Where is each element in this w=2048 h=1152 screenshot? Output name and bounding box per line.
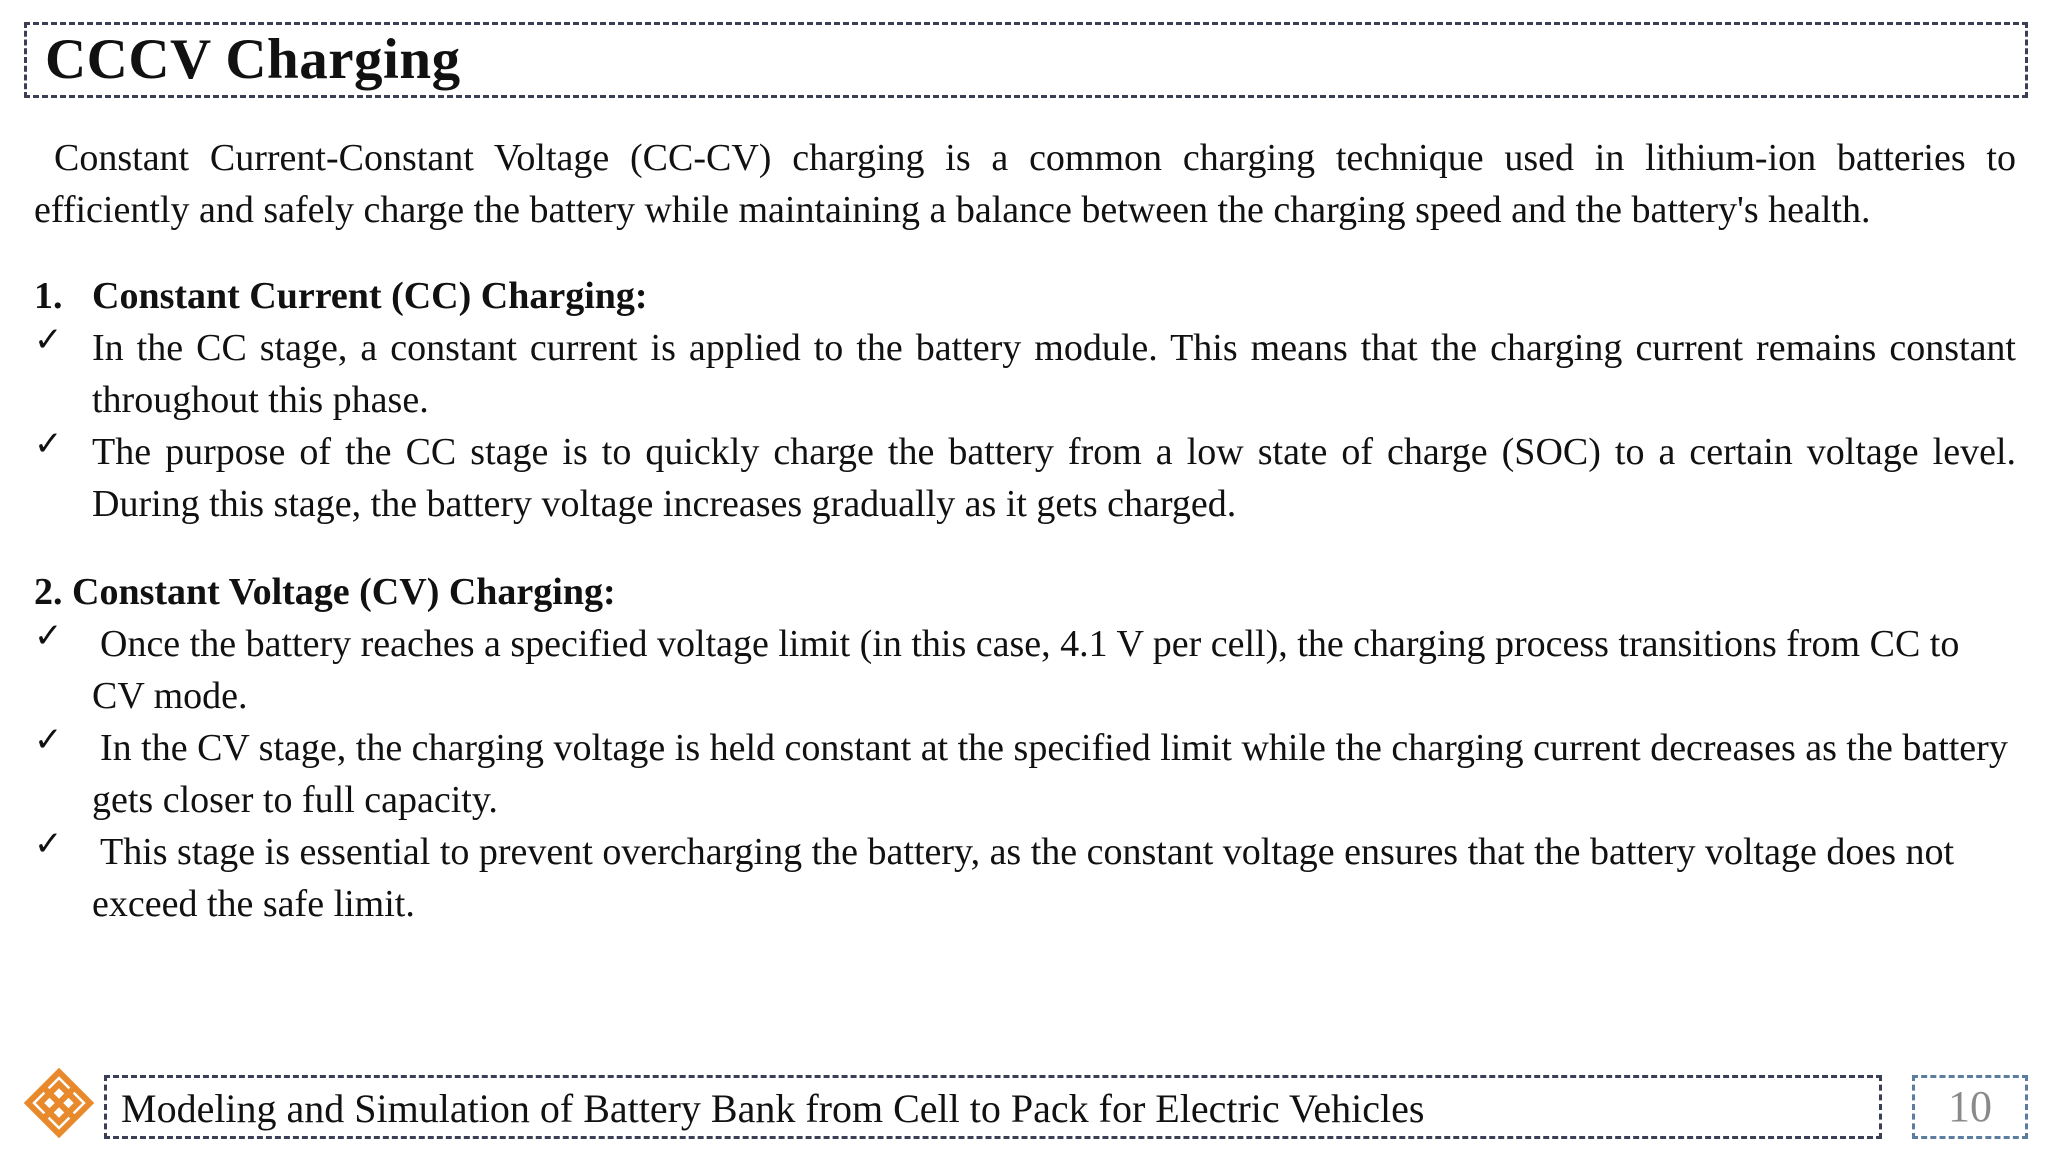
list-item-text: The purpose of the CC stage is to quickly charge the battery from a low state of charge (SOC) to a certain voltage level. During this stage, the battery voltage increases gradually as it gets charged. bbox=[92, 431, 2016, 525]
checkmark-icon: ✓ bbox=[34, 824, 63, 864]
section-1-title: Constant Current (CC) Charging: bbox=[92, 275, 648, 317]
knot-logo-icon bbox=[24, 1068, 94, 1138]
checkmark-icon: ✓ bbox=[34, 320, 63, 360]
list-item bbox=[34, 426, 2016, 530]
checkmark-icon: ✓ bbox=[34, 424, 63, 464]
list-item-text: In the CV stage, the charging voltage is held constant at the specified limit while the charging current decreases as the battery gets closer to full capacity. bbox=[92, 727, 2008, 821]
page-number-box bbox=[1912, 1075, 2028, 1139]
page-number: 10 bbox=[1948, 1082, 1992, 1131]
section-1-heading bbox=[34, 270, 2016, 322]
section-2-heading: 2. Constant Voltage (CV) Charging: bbox=[34, 571, 616, 613]
slide-title: CCCV Charging bbox=[45, 28, 461, 91]
list-item-text: Once the battery reaches a specified voltage limit (in this case, 4.1 V per cell), the charging process transitions from CC to CV mode. bbox=[92, 623, 1960, 717]
checkmark-icon: ✓ bbox=[34, 720, 63, 760]
title-box bbox=[24, 22, 2028, 98]
footer-title: Modeling and Simulation of Battery Bank from Cell to Pack for Electric Vehicles bbox=[121, 1086, 1425, 1131]
list-item-text: In the CC stage, a constant current is applied to the battery module. This means that the charging current remains constant throughout this phase. bbox=[92, 327, 2016, 421]
slide-body bbox=[34, 132, 2016, 930]
intro-paragraph: Constant Current-Constant Voltage (CC-CV) charging is a common charging technique used in lithium-ion batteries to efficiently and safely charge the battery while maintaining a balance between the charging speed and the battery's health. bbox=[34, 137, 2016, 231]
list-item bbox=[34, 618, 2016, 722]
section-1-number: 1. bbox=[34, 275, 63, 317]
footer-box bbox=[104, 1075, 1882, 1139]
list-item bbox=[34, 722, 2016, 826]
list-item bbox=[34, 322, 2016, 426]
list-item bbox=[34, 826, 2016, 930]
list-item-text: This stage is essential to prevent overcharging the battery, as the constant voltage ensures that the battery voltage does not exceed the safe limit. bbox=[92, 831, 1955, 925]
checkmark-icon: ✓ bbox=[34, 616, 63, 656]
